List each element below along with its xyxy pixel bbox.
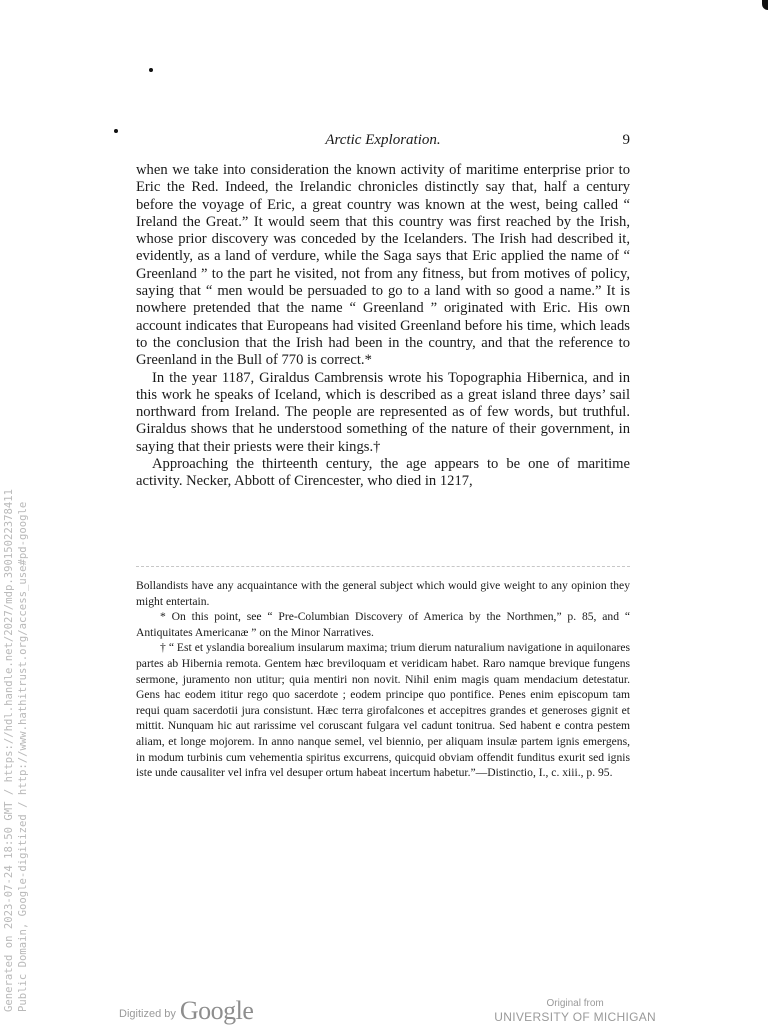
footnotes	[136, 578, 630, 781]
footnote: * On this point, see “ Pre-Columbian Discovery of America by the Northmen,” p. 85, and “ Antiquitates Americanæ ” on the Minor Narratives.	[136, 610, 630, 639]
hathitrust-margin-stamp	[2, 489, 30, 1012]
running-head	[136, 132, 630, 152]
body-paragraph: Approaching the thirteenth century, the age appears to be one of maritime activity. Necker, Abbott of Cirencester, who died in 1217,	[136, 456, 630, 490]
digitized-by-google	[119, 994, 253, 1026]
footnote: † “ Est et yslandia borealium insularum maxima; trium dierum naturalium navigatione in aquilonares partes ab Hibernia remota. Gentem hæc breviloquam et veridicam habet. Raro namque brevique fungens sermone, juramento non utitur; quia mentiri non novit. Nihil enim magis quam mendacium detestatur. Gens hac eodem ititur rego quo sacerdote ; eodem principe quo pontifice. Penes enim episcopum tam requi quam sacerdotii jura consistunt. Hæc terra girofalcones et accepitres grandes et generoses gignit et mittit. Nunquam hic aut rarissime vel coruscant fulgara vel cadunt tonitrua. Sed habent e contra pestem aliam, et longe mojorem. In anno nanque semel, vel biennio, per aliquam insulæ partem ignis emergens, in modum turbinis cum vehementia spiritus excurrens, quicquid obviam offendit funditus exurit sed ignis iste unde causaliter vel infra vel desuper ortum habeat incertum habetur.”—Distinctio, I., c. xiii., p. 95.	[136, 641, 630, 780]
footnote-divider	[136, 566, 630, 567]
google-logo: Google	[179, 996, 254, 1025]
scan-speck	[114, 129, 118, 133]
body-paragraph: In the year 1187, Giraldus Cambrensis wrote his Topographia Hibernica, and in this work he speaks of Iceland, which is described as a great island three days’ sail northward from Ireland. The people are represented as of few words, but truthful. Giraldus shows that he understood something of the nature of their government, in saying that their priests were their kings.†	[136, 369, 630, 455]
stamp-line-generated: Generated on 2023-07-24 18:50 GMT / https://hdl.handle.net/2027/mdp.39015022378411	[3, 489, 15, 1012]
original-from	[494, 998, 656, 1024]
running-title: Arctic Exploration.	[325, 132, 441, 148]
digitized-label: Digitized by	[119, 1008, 176, 1020]
scan-corner-mark	[762, 0, 768, 10]
body-paragraph: when we take into consideration the known activity of maritime enterprise prior to Eric the Red. Indeed, the Irelandic chronicles distinctly say that, half a century before the voyage of Eric, a great country was known at the west, being called “ Ireland the Great.” It would seem that this country was first reached by the Irish, whose prior discovery was conceded by the Icelanders. The Irish had described it, evidently, as a land of verdure, while the Saga says that Eric applied the name of “ Greenland ” to the part he visited, not from any fitness, but from motives of policy, saying that “ men would be persuaded to go to a land with so good a name.” It is nowhere pretended that the name “ Greenland ” originated with Eric. His own account indicates that Europeans had visited Greenland before his time, which leads to the conclusion that the Irish had been in the country, and that the reference to Greenland in the Bull of 770 is correct.*	[136, 162, 630, 369]
body-text	[136, 162, 630, 491]
origin-label: Original from	[546, 998, 604, 1009]
stamp-line-rights: Public Domain, Google-digitized / http://www.hathitrust.org/access_use#pd-google	[17, 501, 29, 1012]
scan-speck	[149, 68, 153, 72]
origin-institution: UNIVERSITY OF MICHIGAN	[494, 1010, 656, 1024]
page-number: 9	[622, 132, 630, 148]
footnote: Bollandists have any acquaintance with the general subject which would give weight to any opinion they might entertain.	[136, 579, 630, 608]
